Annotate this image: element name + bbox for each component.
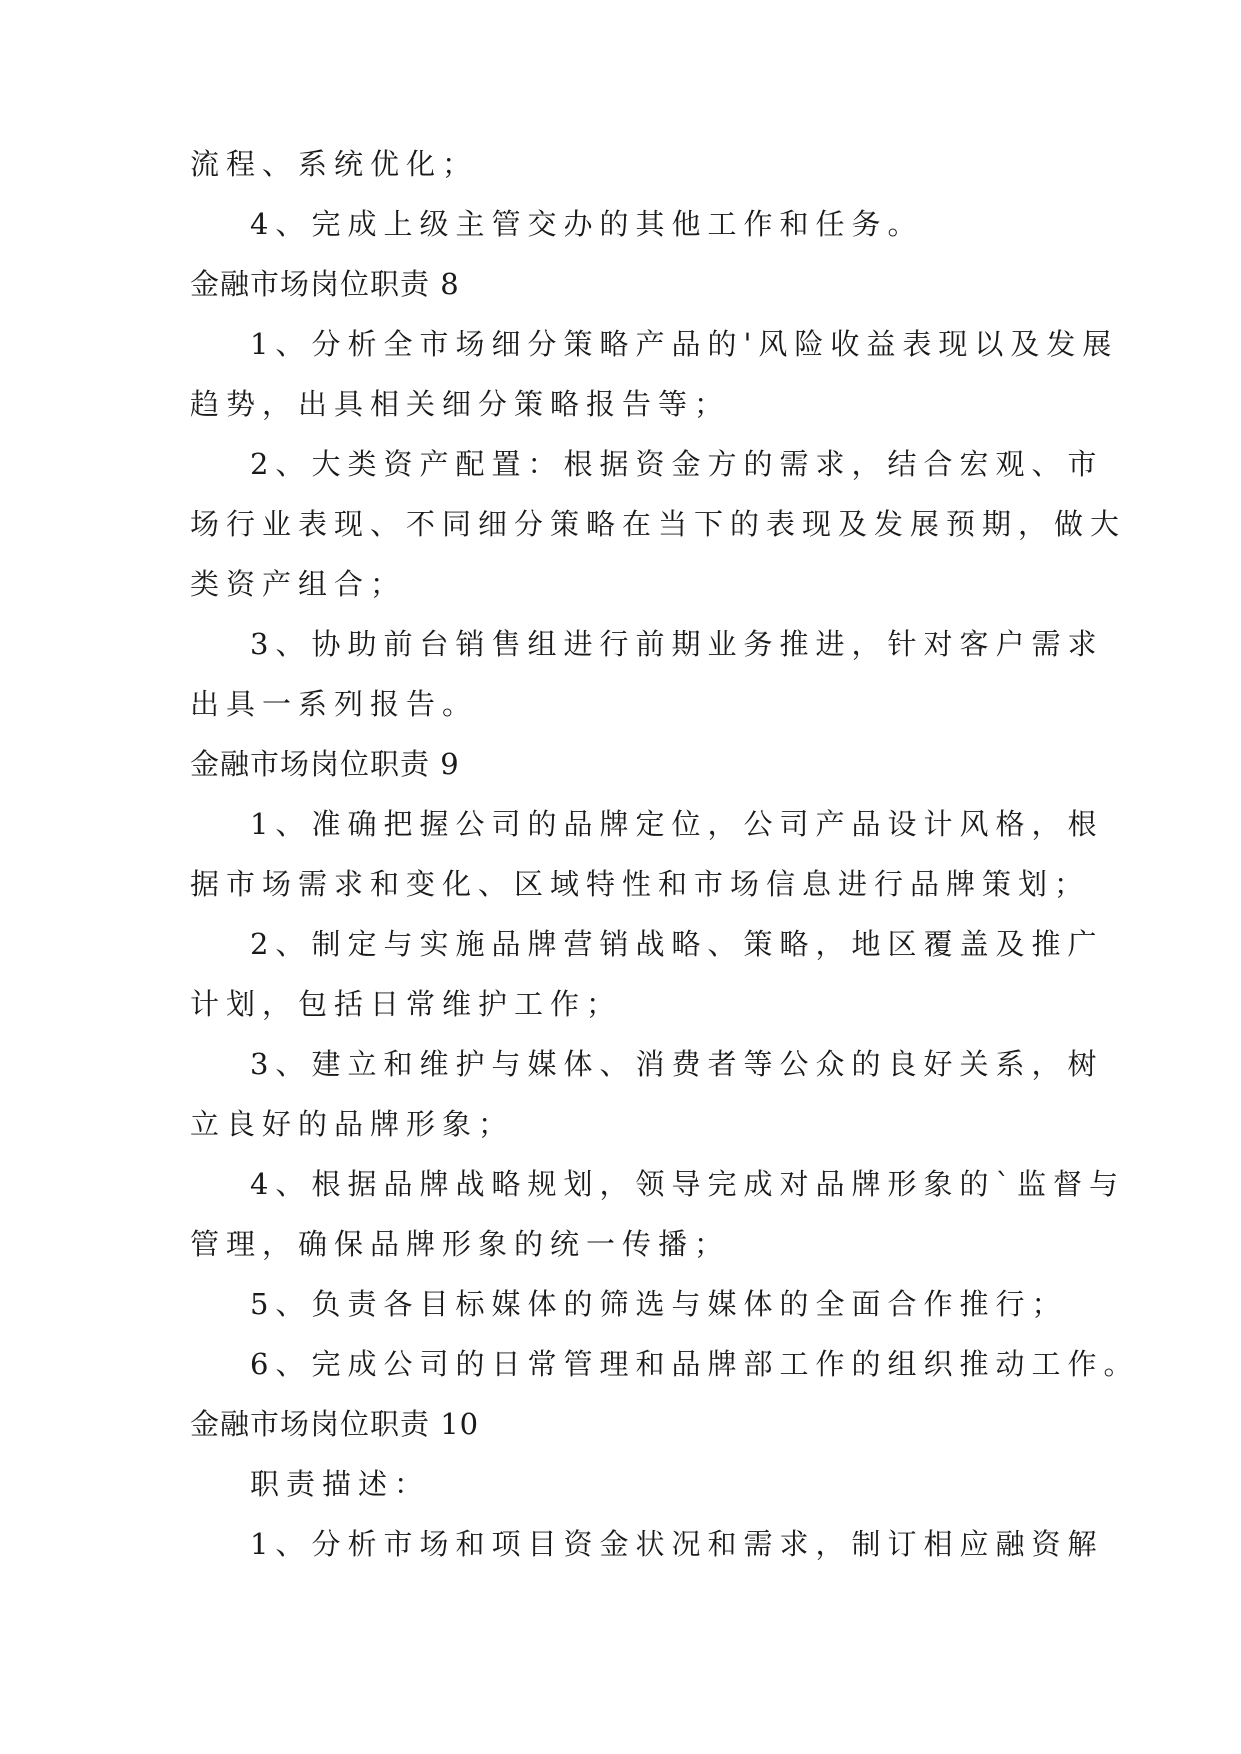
list-item: 4、完成上级主管交办的其他工作和任务。 <box>250 207 924 241</box>
paragraph-line: 类资产组合； <box>190 567 407 601</box>
list-item: 1、分析市场和项目资金状况和需求，制订相应融资解 <box>250 1527 1104 1561</box>
paragraph-line: 流程、系统优化； <box>190 147 479 181</box>
list-item: 5、负责各目标媒体的筛选与媒体的全面合作推行； <box>250 1287 1068 1321</box>
section-heading: 金融市场岗位职责 9 <box>190 747 460 781</box>
paragraph-line: 出具一系列报告。 <box>190 687 479 721</box>
section-heading: 金融市场岗位职责 8 <box>190 267 460 301</box>
paragraph-line: 立良好的品牌形象； <box>190 1107 515 1141</box>
list-item: 4、根据品牌战略规划，领导完成对品牌形象的`监督与 <box>250 1167 1125 1201</box>
paragraph-line: 管理，确保品牌形象的统一传播； <box>190 1227 731 1261</box>
paragraph-line: 计划，包括日常维护工作； <box>190 987 623 1021</box>
list-item: 2、制定与实施品牌营销战略、策略，地区覆盖及推广 <box>250 927 1104 961</box>
paragraph-line: 职责描述： <box>250 1467 431 1501</box>
list-item: 2、大类资产配置：根据资金方的需求，结合宏观、市 <box>250 447 1104 481</box>
list-item: 1、准确把握公司的品牌定位，公司产品设计风格，根 <box>250 807 1104 841</box>
list-item: 1、分析全市场细分策略产品的'风险收益表现以及发展 <box>250 327 1119 361</box>
section-heading: 金融市场岗位职责 10 <box>190 1407 480 1441</box>
list-item: 6、完成公司的日常管理和品牌部工作的组织推动工作。 <box>250 1347 1140 1381</box>
paragraph-line: 据市场需求和变化、区域特性和市场信息进行品牌策划； <box>190 867 1091 901</box>
paragraph-line: 场行业表现、不同细分策略在当下的表现及发展预期，做大 <box>190 507 1127 541</box>
paragraph-line: 趋势，出具相关细分策略报告等； <box>190 387 731 421</box>
list-item: 3、建立和维护与媒体、消费者等公众的良好关系，树 <box>250 1047 1104 1081</box>
list-item: 3、协助前台销售组进行前期业务推进，针对客户需求 <box>250 627 1104 661</box>
